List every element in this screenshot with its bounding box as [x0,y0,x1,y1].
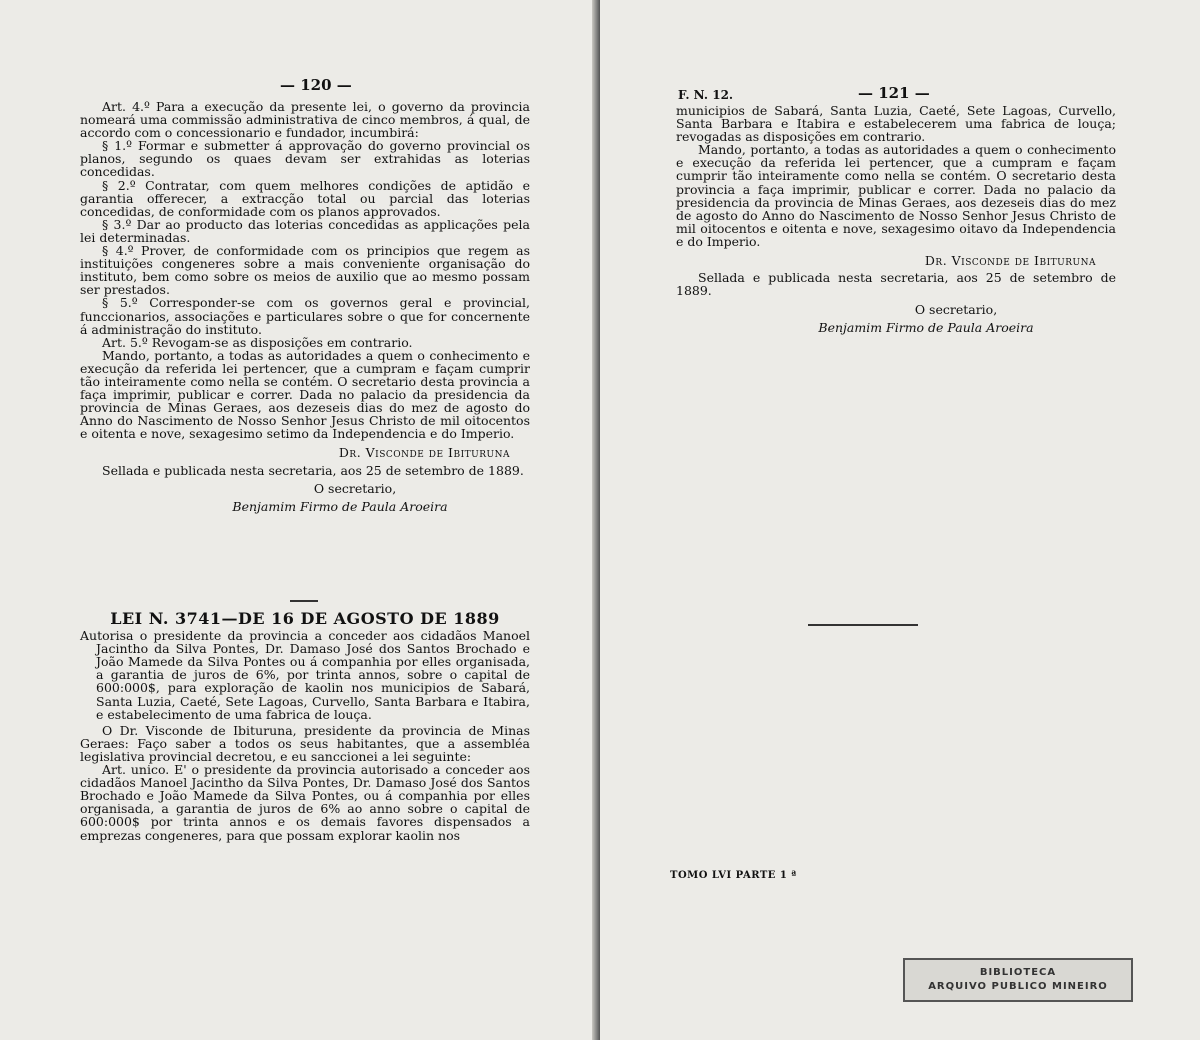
secretario-name: Benjamim Firmo de Paula Aroeira [818,320,1034,336]
sellada-line: Sellada e publicada nesta secretaria, aos 25 de setembro de 1889. [102,462,524,478]
page-number: — 120 — [280,76,352,94]
paragraph-4: § 4.º Prover, de conformidade com os principios que regem as instituições congeneres sobre a mais conveniente organisação do instituto, bem como sobre os meios de auxilio que ao mesmo possam ser prestados. [80,243,530,298]
footer-tomo: TOMO LVI PARTE 1 ª [670,870,797,881]
secretario-label: O secretario, [914,302,998,318]
law-summary: Autorisa o presidente da provincia a conceder aos cidadãos Manoel Jacintho da Silva Pontes, Dr. Damaso José dos Santos Brochado e João Mamede da Silva Pontes ou á companhia por elles organisada, a garantia de juros de 6%, por trinta annos, sobre o capital de 600:000$, para exploração de kaolin nos municipios de Sabará, Santa Luzia, Caeté, Sete Lagoas, Curvello, Santa Barbara e Itabira, e estabelecimento de uma fabrica de louça. [80,628,530,722]
sellada-line: Sellada e publicada nesta secretaria, aos 25 de setembro de 1889. [676,270,1116,299]
left-text-column [80,100,530,513]
mando-paragraph: Mando, portanto, a todas as autoridades a quem o conhecimento e execução da referida lei pertencer, que a cumpram e façam cumprir tão inteiramente como nella se contém. O secretario desta provincia a faça imprimir, publicar e correr. Dada no palacio da presidencia da provincia de Minas Geraes, aos dezeseis dias do mez de agosto do Anno do Nascimento de Nosso Senhor Jesus Christo de mil oitocentos e oitenta e nove, sexagesimo oitavo da Independencia e do Imperio. [676,142,1116,249]
article-5: Art. 5.º Revogam-se as disposições em contrario. [102,334,413,350]
end-rule [808,624,918,626]
section-divider [290,600,318,602]
article-unico: Art. unico. E' o presidente da provincia autorisado a conceder aos cidadãos Manoel Jacintho da Silva Pontes, Dr. Damaso José dos Santos Brochado e João Mamede da Silva Pontes, ou á companhia por elles organisada, a garantia de juros de 6% ao anno sobre o capital de 600:000$ por trinta annos e os demais favores dispensados a emprezas congeneres, para que possam explorar kaolin nos [80,762,530,843]
article-4: Art. 4.º Para a execução da presente lei, o governo da provincia nomeará uma commissão administrativa de cinco membros, á qual, de accordo com o concessionario e fundador, incumbirá: [80,99,530,141]
paragraph-5: § 5.º Corresponder-se com os governos geral e provincial, funccionarios, associações e particulares sobre o que for concernente á administração do instituto. [80,295,530,337]
continuation-paragraph: municipios de Sabará, Santa Luzia, Caeté, Sete Lagoas, Curvello, Santa Barbara e Itabira e estabelecerem uma fabrica de louça; revogadas as disposições em contrario. [676,103,1116,145]
signature: Dr. Visconde de Ibituruna [338,445,510,461]
paragraph-2: § 2.º Contratar, com quem melhores condições de aptidão e garantia offerecer, a extracção total ou parcial das loterias concedidas, de conformidade com os planos approvados. [80,177,530,219]
secretario-label: O secretario, [313,480,397,496]
stamp-line-2: ARQUIVO PUBLICO MINEIRO [928,981,1108,992]
folio-mark: F. N. 12. [678,88,734,102]
paragraph-3: § 3.º Dar ao producto das loterias concedidas as applicações pela lei determinadas. [80,216,530,245]
right-text-column [676,104,1116,335]
left-page [0,0,596,1040]
right-page [600,0,1200,1040]
signature: Dr. Visconde de Ibituruna [924,253,1096,269]
library-stamp [903,958,1133,1002]
paragraph-1: § 1.º Formar e submetter á approvação do governo provincial os planos, segundo os quaes devam ser extrahidas as loterias concedidas. [80,138,530,180]
page-number: — 121 — [858,84,930,102]
secretario-name: Benjamim Firmo de Paula Aroeira [232,498,448,514]
law-preamble: O Dr. Visconde de Ibituruna, presidente da provincia de Minas Geraes: Faço saber a todos os seus habitantes, que a assembléa legislativa provincial decretou, e eu sanccionei a lei seguinte: [80,722,530,764]
mando-paragraph: Mando, portanto, a todas as autoridades a quem o conhecimento e execução da referida lei pertencer, que a cumpram e façam cumprir tão inteiramente como nella se contém. O secretario desta provincia a faça imprimir, publicar e correr. Dada no palacio da presidencia da provincia de Minas Geraes, aos dezeseis dias do mez de agosto do Anno do Nascimento de Nosso Senhor Jesus Christo de mil oitocentos e oitenta e nove, sexagesimo setimo da Independencia e do Imperio. [80,347,530,442]
law-title: LEI N. 3741—DE 16 DE AGOSTO DE 1889 [110,609,500,628]
law-3741-section [80,609,530,843]
stamp-line-1: BIBLIOTECA [979,967,1057,978]
